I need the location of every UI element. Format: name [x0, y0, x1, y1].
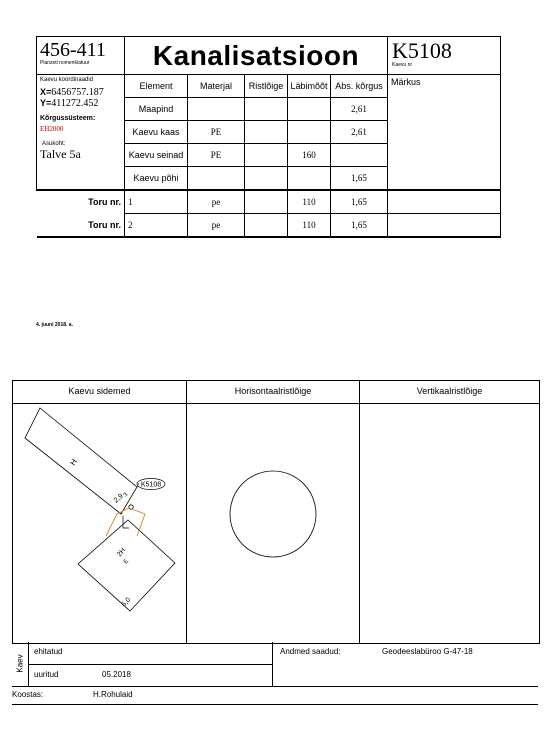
pipe-label: Toru nr. — [37, 190, 125, 214]
height-system-label: Kõrgussüsteem: — [40, 115, 96, 122]
x-coordinate — [40, 87, 121, 98]
well-number-label: Kaevu nr — [392, 62, 413, 68]
pipe-number: 2 — [125, 214, 188, 238]
material-cell: PE — [188, 144, 245, 167]
section-cell — [245, 167, 288, 191]
compiled-label: Koostas: — [12, 690, 44, 699]
date-note: 4. juuni 2018. a. — [36, 322, 73, 328]
pipe-abs-height: 1,65 — [331, 214, 388, 238]
col-header-element: Element — [125, 75, 188, 98]
element-cell: Kaevu seinad — [125, 144, 188, 167]
well-number: K5108 — [392, 38, 452, 63]
pipe-note — [388, 214, 501, 238]
building-top-label: H — [68, 457, 79, 468]
y-value: 411272.452 — [51, 98, 99, 109]
element-cell: Kaevu põhi — [125, 167, 188, 191]
nomenclature-label: Planzeti nomenklatuur — [40, 60, 90, 66]
footer-col-divider — [272, 642, 273, 686]
updated-label: uuritud — [34, 670, 59, 679]
coordinates-label: Kaevu koordinaadid — [40, 77, 94, 83]
abs-height-cell: 1,65 — [331, 167, 388, 191]
diameter-cell — [288, 121, 331, 144]
diameter-cell: 160 — [288, 144, 331, 167]
pipe-abs-height: 1,65 — [331, 190, 388, 214]
abs-height-cell — [331, 144, 388, 167]
y-label: Y= — [40, 98, 52, 108]
pipe-diameter: 110 — [288, 190, 331, 214]
footer-side-label: Kaev — [15, 654, 25, 673]
element-cell: Maapind — [125, 98, 188, 121]
panel-title-connections: Kaevu sidemed — [68, 386, 131, 396]
updated-value: 05.2018 — [102, 670, 131, 679]
section-cell — [245, 98, 288, 121]
section-cell — [245, 121, 288, 144]
col-header-notes: Märkus — [391, 77, 421, 87]
data-source-label: Andmed saadud: — [280, 647, 341, 656]
pipe-note — [388, 190, 501, 214]
footer-row-divider — [28, 664, 272, 665]
footer-block — [12, 642, 538, 687]
col-header-diameter: Läbimõõt — [288, 75, 331, 98]
page-title: Kanalisatsioon — [152, 39, 360, 71]
footer-bottom-rule — [12, 704, 538, 705]
data-source-value: Geodeeslabüroo G-47-18 — [382, 647, 473, 656]
well-label: K5108 — [140, 481, 162, 489]
pipe-material: pe — [188, 190, 245, 214]
dimension-c: 5,0 — [120, 596, 133, 609]
x-value: 6456757.187 — [51, 87, 104, 98]
notes-cell — [388, 75, 501, 191]
panel-title-horizontal: Horisontaalristlõige — [234, 386, 312, 396]
table-row — [37, 190, 501, 214]
pipe-number: 1 — [125, 190, 188, 214]
pipe-label: Toru nr. — [37, 214, 125, 238]
col-header-material: Materjal — [188, 75, 245, 98]
building-bottom-label: 2H — [116, 546, 128, 559]
checked-label: ehitatud — [34, 647, 63, 656]
panel-divider — [359, 381, 360, 643]
compiled-value: H.Rohulaid — [93, 690, 133, 699]
dimension-b: 3 — [122, 491, 130, 499]
abs-height-cell: 2,61 — [331, 98, 388, 121]
panel-title-vertical: Vertikaalristlõige — [416, 386, 483, 396]
dimension-a: 2,9 — [112, 492, 125, 505]
nomenclature-cell — [37, 37, 125, 75]
location-label: Asukoht: — [42, 141, 66, 147]
pipe-section — [245, 214, 288, 238]
nomenclature-code: 456-411 — [40, 39, 106, 61]
diameter-cell — [288, 98, 331, 121]
location-value: Talve 5a — [40, 147, 81, 161]
y-coordinate — [40, 98, 121, 109]
title-cell — [125, 37, 388, 75]
section-cell — [245, 144, 288, 167]
table-row — [37, 214, 501, 238]
pipe-section — [245, 190, 288, 214]
pipe-material: pe — [188, 214, 245, 238]
material-cell: PE — [188, 121, 245, 144]
col-header-section: Ristlõige — [245, 75, 288, 98]
element-cell: Kaevu kaas — [125, 121, 188, 144]
horizontal-section — [187, 404, 359, 642]
abs-height-cell: 2,61 — [331, 121, 388, 144]
well-no-cell — [388, 37, 501, 75]
col-header-abs-height: Abs. kõrgus — [331, 75, 388, 98]
drawing-frame — [12, 380, 540, 644]
material-cell — [188, 98, 245, 121]
footer-side-cell — [12, 642, 29, 686]
coordinates-cell — [37, 75, 125, 191]
diameter-cell — [288, 167, 331, 191]
pipe-diameter: 110 — [288, 214, 331, 238]
connections-sketch — [13, 404, 186, 642]
well-cross-section-circle — [230, 471, 316, 557]
x-label: X= — [40, 87, 52, 97]
material-cell — [188, 167, 245, 191]
building-bottom-sub: E — [122, 558, 131, 566]
height-system-value: EH2000 — [40, 125, 64, 133]
well-info-table — [36, 36, 501, 238]
